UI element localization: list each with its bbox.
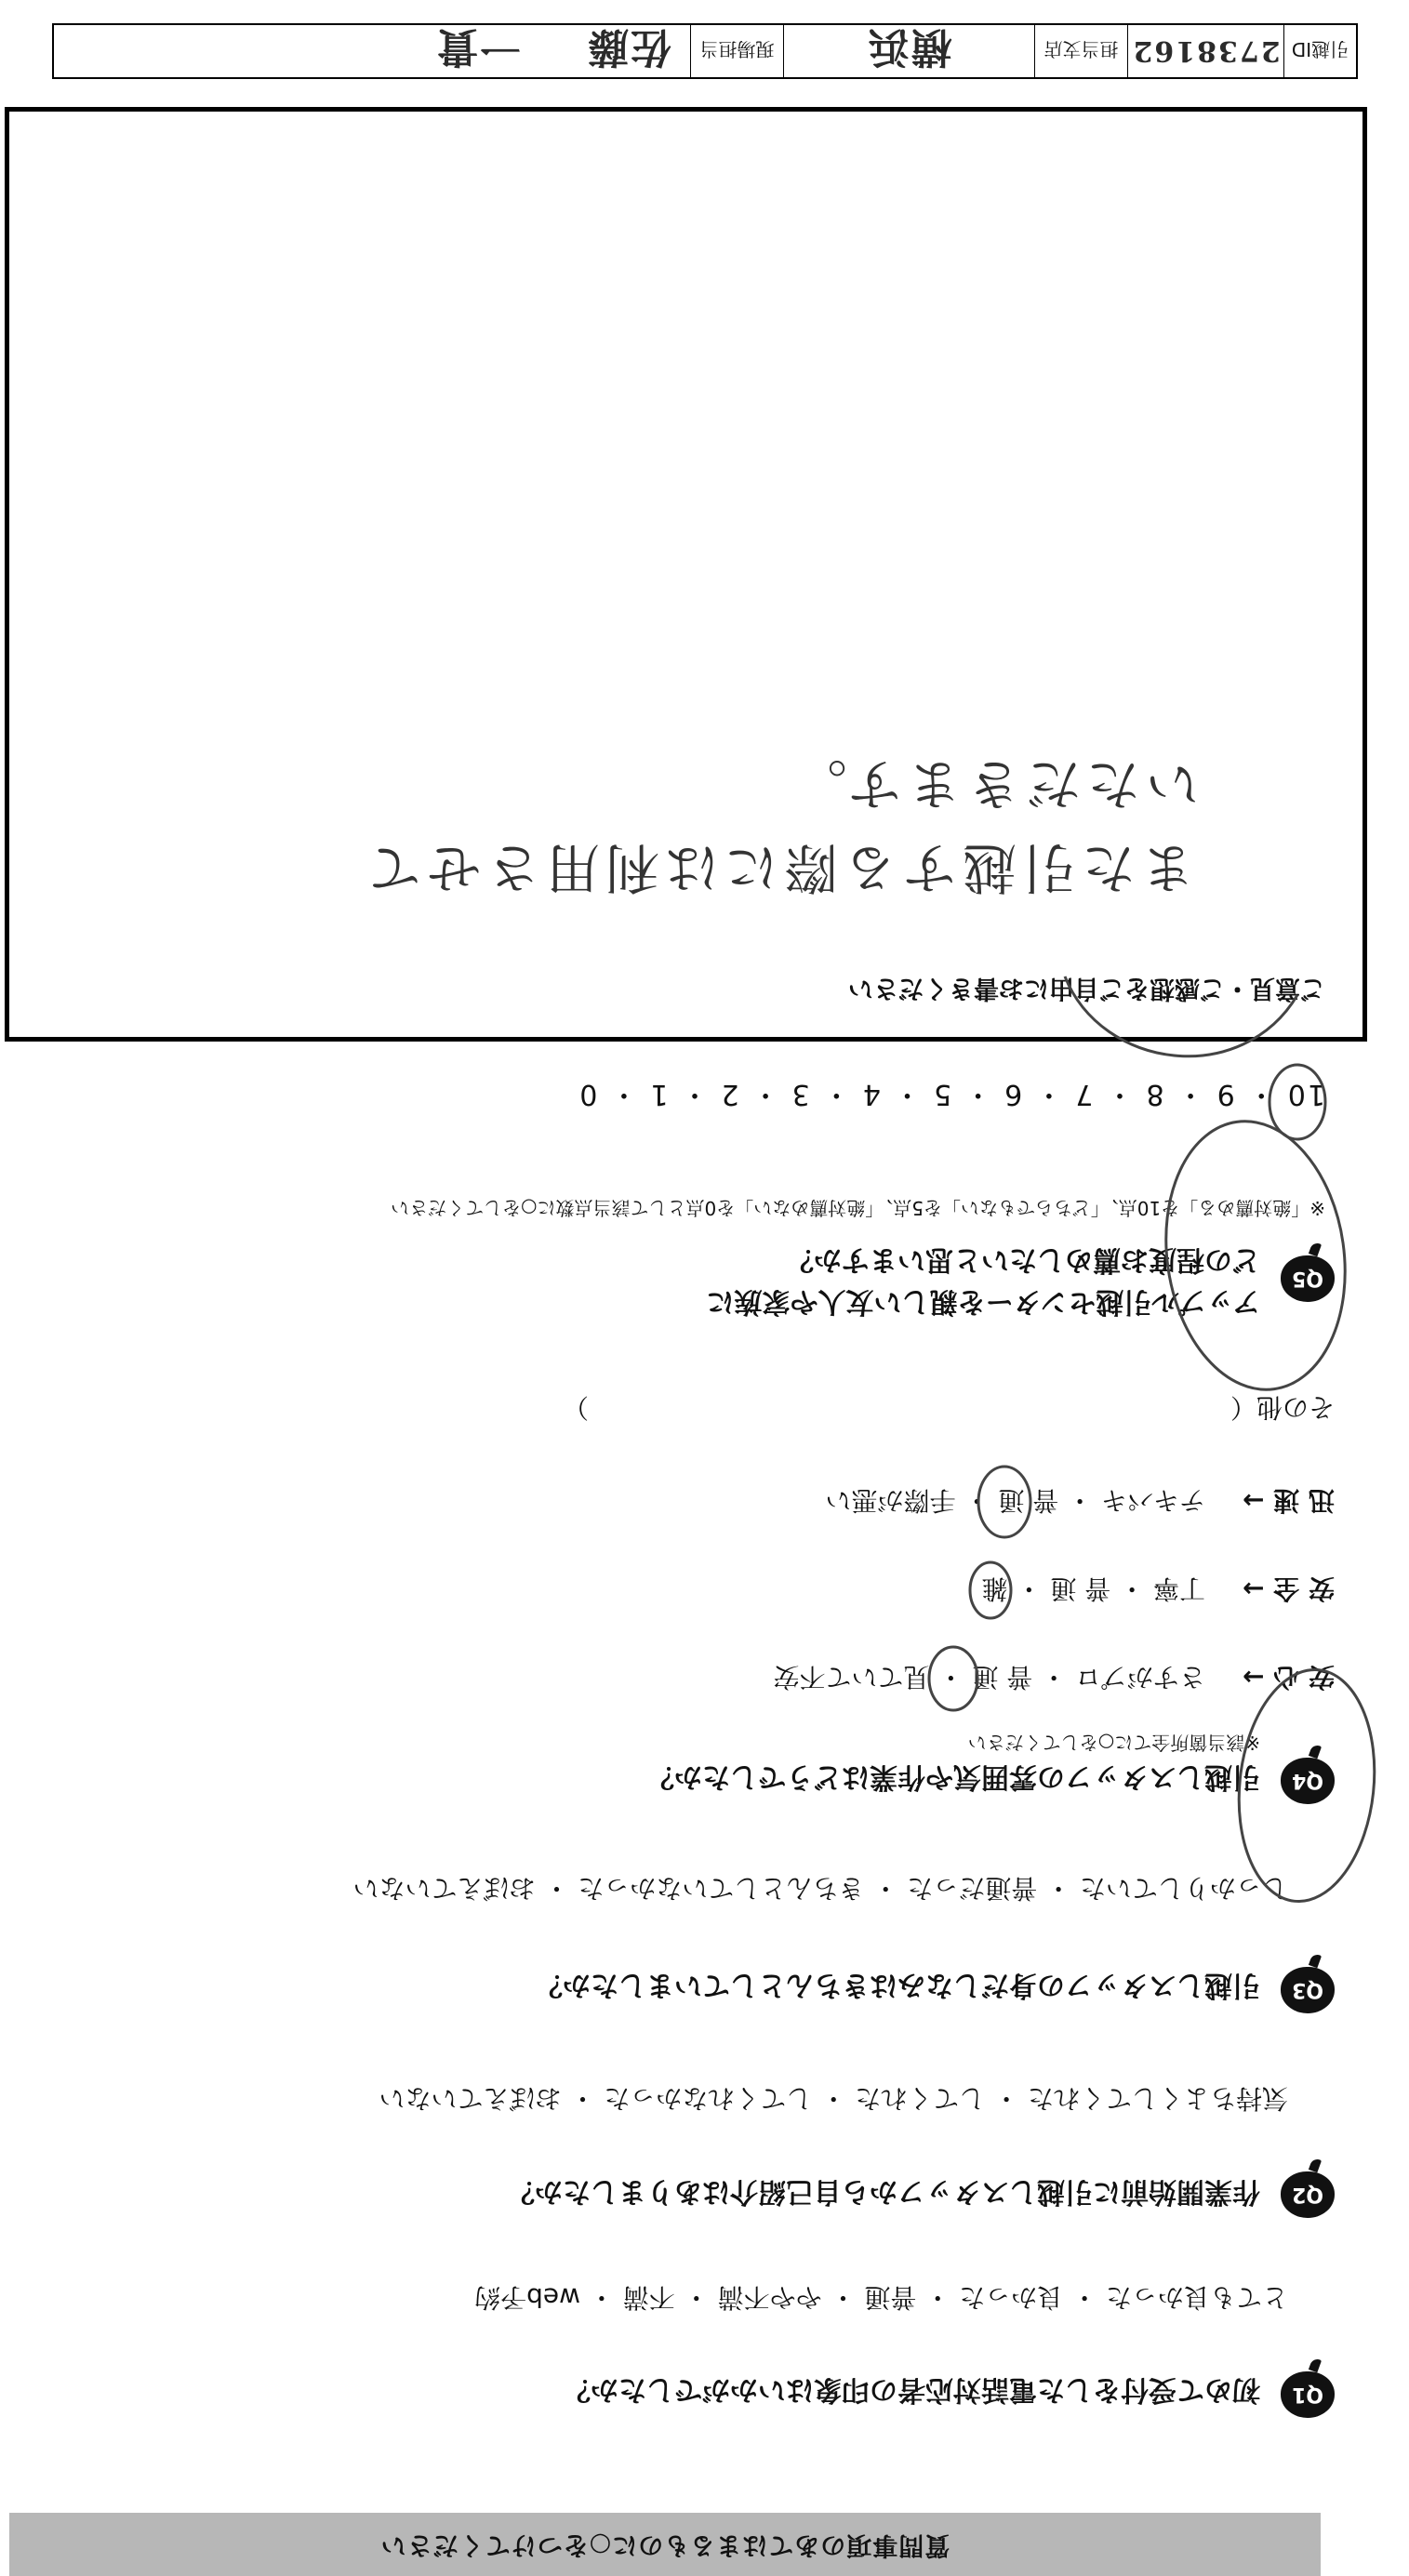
q4-row-relief-label: 安 心 → (1243, 1662, 1335, 1693)
comment-handwritten-line1: また引越する際には利用させて (361, 836, 1195, 899)
header-value-staff-extra: 一貴 (435, 23, 521, 71)
comment-arc-mark (1065, 976, 1297, 1056)
q1-text: 初めて受付をした電話対応者の印象はいかがでしたか？ (563, 2373, 1260, 2406)
q1-badge: Q1 (1281, 2371, 1335, 2418)
q5-note: ※「絶対薦める」を10点、「どちらでもない」を5点、「絶対薦めない」を0点として該当点数に○をしてください (391, 1197, 1325, 1219)
q4-relief-circle (929, 1647, 977, 1710)
q4-row-speed-options: テキパキ ・ 普 通 ・ 手際が悪い (825, 1485, 1206, 1516)
q4-badge-circle (1228, 1663, 1385, 1908)
q5-text-line2: どの程度お薦めしたいと思いますか？ (786, 1243, 1260, 1276)
q4-row-speed-label: 迅 速 → (1243, 1485, 1335, 1516)
q4-other-label: その他（ (1230, 1392, 1335, 1423)
header-label-staff: 現場担当 (690, 25, 783, 77)
q4-text: 引越しスタッフの雰囲気や作業はどうでしたか？ (646, 1760, 1260, 1793)
q5-scale-circle (1269, 1065, 1325, 1139)
header-value-branch: 横浜 (783, 25, 1034, 77)
q3-options: しっかりしていた ・ 普通だった ・ きちんとしていなかった ・ おぼえていない (352, 1873, 1288, 1904)
header-label-branch: 担当支店 (1034, 25, 1127, 77)
q5-badge: Q5 (1281, 1255, 1335, 1302)
q3-text: 引越しスタッフの身だしなみはきちんとしていましたか？ (535, 1969, 1260, 2001)
header-value-staff: 佐藤 (586, 23, 671, 71)
q1-options: とても良かった ・ 良かった ・ 普通 ・ やや不満 ・ 不満 ・ web予約 (474, 2282, 1288, 2313)
q5-score-circle (1150, 1109, 1362, 1401)
header-value-id: 2738162 (1127, 25, 1283, 77)
q4-row-relief-options: さすがプロ ・ 普 通 ・ 見ていて不安 (773, 1662, 1206, 1693)
q2-badge: Q2 (1281, 2171, 1335, 2218)
instruction-banner-text: 質問事項のあてはまるものに○をつけてください (379, 2530, 950, 2559)
header-label-id: 引越ID (1283, 25, 1356, 77)
q4-note: ※該当箇所全てに○をしてください (967, 1732, 1260, 1754)
comment-handwritten-line2: いただきます。 (787, 752, 1200, 816)
comment-label: ご意見・ご感想をご自由にお書きください (848, 974, 1325, 1003)
q4-row-safety-label: 安 全 → (1243, 1573, 1335, 1604)
q4-badge: Q4 (1281, 1758, 1335, 1804)
q2-text: 作業開始前に引越しスタッフから自己紹介はありましたか？ (507, 2175, 1260, 2208)
q4-other-close: ） (562, 1392, 589, 1423)
q4-safety-circle (970, 1562, 1011, 1618)
q4-speed-circle (978, 1467, 1030, 1537)
q2-options: 気持ちよくしてくれた ・ してくれた ・ してくれなかった ・ おぼえていない (379, 2083, 1288, 2114)
q5-scale: 10 ・ 9 ・ 8 ・ 7 ・ 6 ・ 5 ・ 4 ・ 3 ・ 2 ・ 1 ・ 0 (578, 1078, 1325, 1110)
q5-text-line1: アップル引越センターを親しい友人や家族に (706, 1285, 1260, 1318)
q3-badge: Q3 (1281, 1967, 1335, 2013)
q4-row-safety-options: 丁寧 ・ 普 通 ・ 雑 (981, 1573, 1206, 1604)
